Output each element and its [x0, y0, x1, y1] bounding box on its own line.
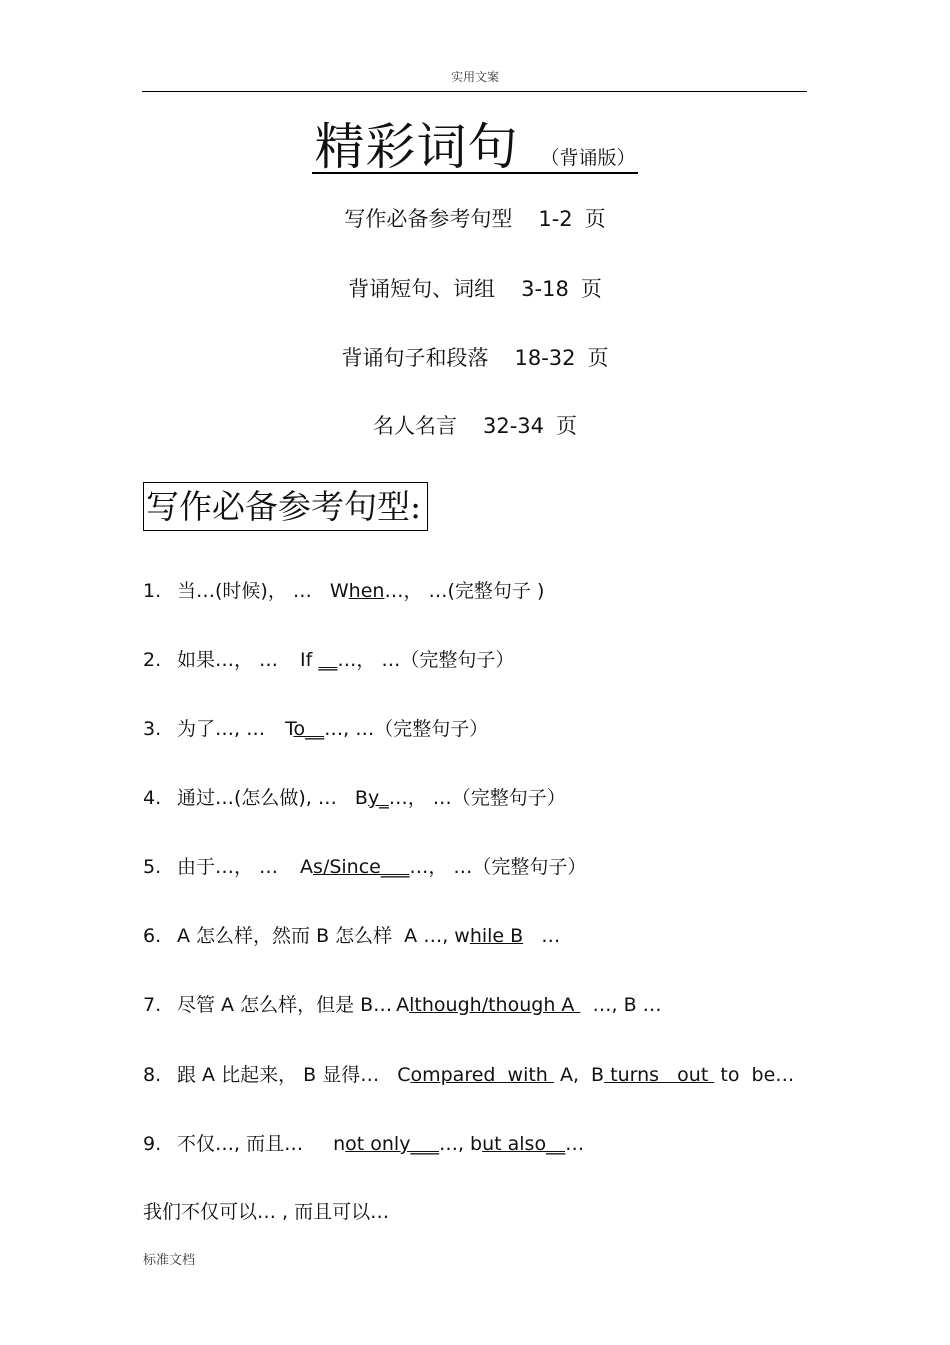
toc-range: 18-32 — [514, 346, 576, 370]
item-english-underlined: o__ — [293, 718, 325, 740]
toc-page: 页 — [584, 207, 606, 231]
page-footer: 标准文档 — [143, 1253, 196, 1268]
item-chinese: A 怎么样，然而 B 怎么样 — [177, 925, 393, 947]
document-title — [0, 118, 950, 176]
toc-label: 名人名言 — [372, 414, 457, 438]
item-english: …， …（完整句子） — [388, 787, 566, 809]
list-item — [143, 645, 514, 672]
item-english: T — [285, 718, 294, 740]
toc-range: 3-18 — [521, 277, 569, 301]
list-item — [143, 852, 586, 879]
item-chinese: 当…(时候)， … — [177, 580, 312, 602]
item-english: A …, w — [404, 925, 470, 947]
list-item — [143, 783, 566, 810]
item-number: 2. — [143, 649, 162, 671]
toc-entry — [0, 342, 950, 372]
toc-label: 写作必备参考句型 — [344, 207, 513, 231]
toc-entry — [0, 203, 950, 233]
item-english: …， …（完整句子） — [337, 649, 515, 671]
item-english: …, …（完整句子） — [324, 718, 489, 740]
item-english-underlined: s/Since___ — [313, 856, 410, 878]
item-number: 7. — [143, 994, 162, 1016]
item-english: n — [333, 1133, 346, 1155]
item-number: 6. — [143, 925, 162, 947]
item-english: …, B … — [580, 994, 662, 1016]
item-english-underlined: turns out — [604, 1064, 715, 1086]
list-item — [143, 1129, 584, 1156]
item-chinese: 不仅…, 而且… — [177, 1133, 304, 1155]
toc-range: 1-2 — [538, 207, 573, 231]
item-chinese: 通过…(怎么做), … — [177, 787, 337, 809]
item-english: A — [300, 856, 314, 878]
item-number: 5. — [143, 856, 162, 878]
title-sub: （背诵版） — [540, 147, 636, 169]
section-heading: 写作必备参考句型: — [143, 482, 428, 531]
item-english: C — [397, 1064, 411, 1086]
item-english-underlined: hen — [348, 580, 385, 602]
item-number: 4. — [143, 787, 162, 809]
closing-line: 我们不仅可以… , 而且可以… — [143, 1201, 390, 1223]
item-english: …， …(完整句子 ) — [384, 580, 545, 602]
item-english-underlined: hile B — [469, 925, 524, 947]
toc-range: 32-34 — [482, 414, 545, 438]
item-english: …， …（完整句子） — [409, 856, 587, 878]
item-number: 1. — [143, 580, 162, 602]
item-english: … — [565, 1133, 585, 1155]
item-english: If — [300, 649, 319, 671]
item-chinese: 如果…， … — [177, 649, 279, 671]
item-english-underlined: ompared with — [410, 1064, 554, 1086]
item-number: 3. — [143, 718, 162, 740]
toc-entry — [0, 273, 950, 303]
item-english: to be… — [714, 1064, 795, 1086]
item-english: A, B — [553, 1064, 605, 1086]
item-chinese: 尽管 A 怎么样，但是 B… — [177, 994, 393, 1016]
item-english: A — [396, 994, 410, 1016]
page-header: 实用文案 — [450, 70, 499, 84]
item-english: W — [329, 580, 349, 602]
list-item — [143, 990, 662, 1017]
toc-label: 背诵短句、词组 — [348, 277, 496, 301]
item-english: … — [523, 925, 561, 947]
item-english-underlined: lthough/though A — [409, 994, 581, 1016]
list-item — [143, 576, 544, 603]
toc-page: 页 — [587, 346, 609, 370]
title-main: 精彩词句 — [314, 118, 519, 176]
list-item — [143, 1060, 794, 1087]
item-number: 8. — [143, 1064, 162, 1086]
item-english-underlined: __ — [318, 649, 338, 671]
item-english: B — [354, 787, 368, 809]
toc-page: 页 — [580, 277, 602, 301]
header-rule — [142, 91, 807, 92]
item-english-underlined: ut also__ — [482, 1133, 566, 1155]
item-chinese: 跟 A 比起来， B 显得… — [177, 1064, 380, 1086]
title-underline — [312, 118, 637, 176]
item-chinese: 由于…， … — [177, 856, 279, 878]
item-number: 9. — [143, 1133, 162, 1155]
toc-label: 背诵句子和段落 — [341, 346, 489, 370]
item-chinese: 为了…, … — [177, 718, 266, 740]
item-english-underlined: ot only___ — [345, 1133, 439, 1155]
list-item — [143, 921, 560, 948]
list-item — [143, 714, 488, 741]
toc-page: 页 — [556, 414, 578, 438]
toc-entry — [0, 410, 950, 440]
item-english-underlined: y_ — [367, 787, 389, 809]
item-english: …, b — [438, 1133, 483, 1155]
